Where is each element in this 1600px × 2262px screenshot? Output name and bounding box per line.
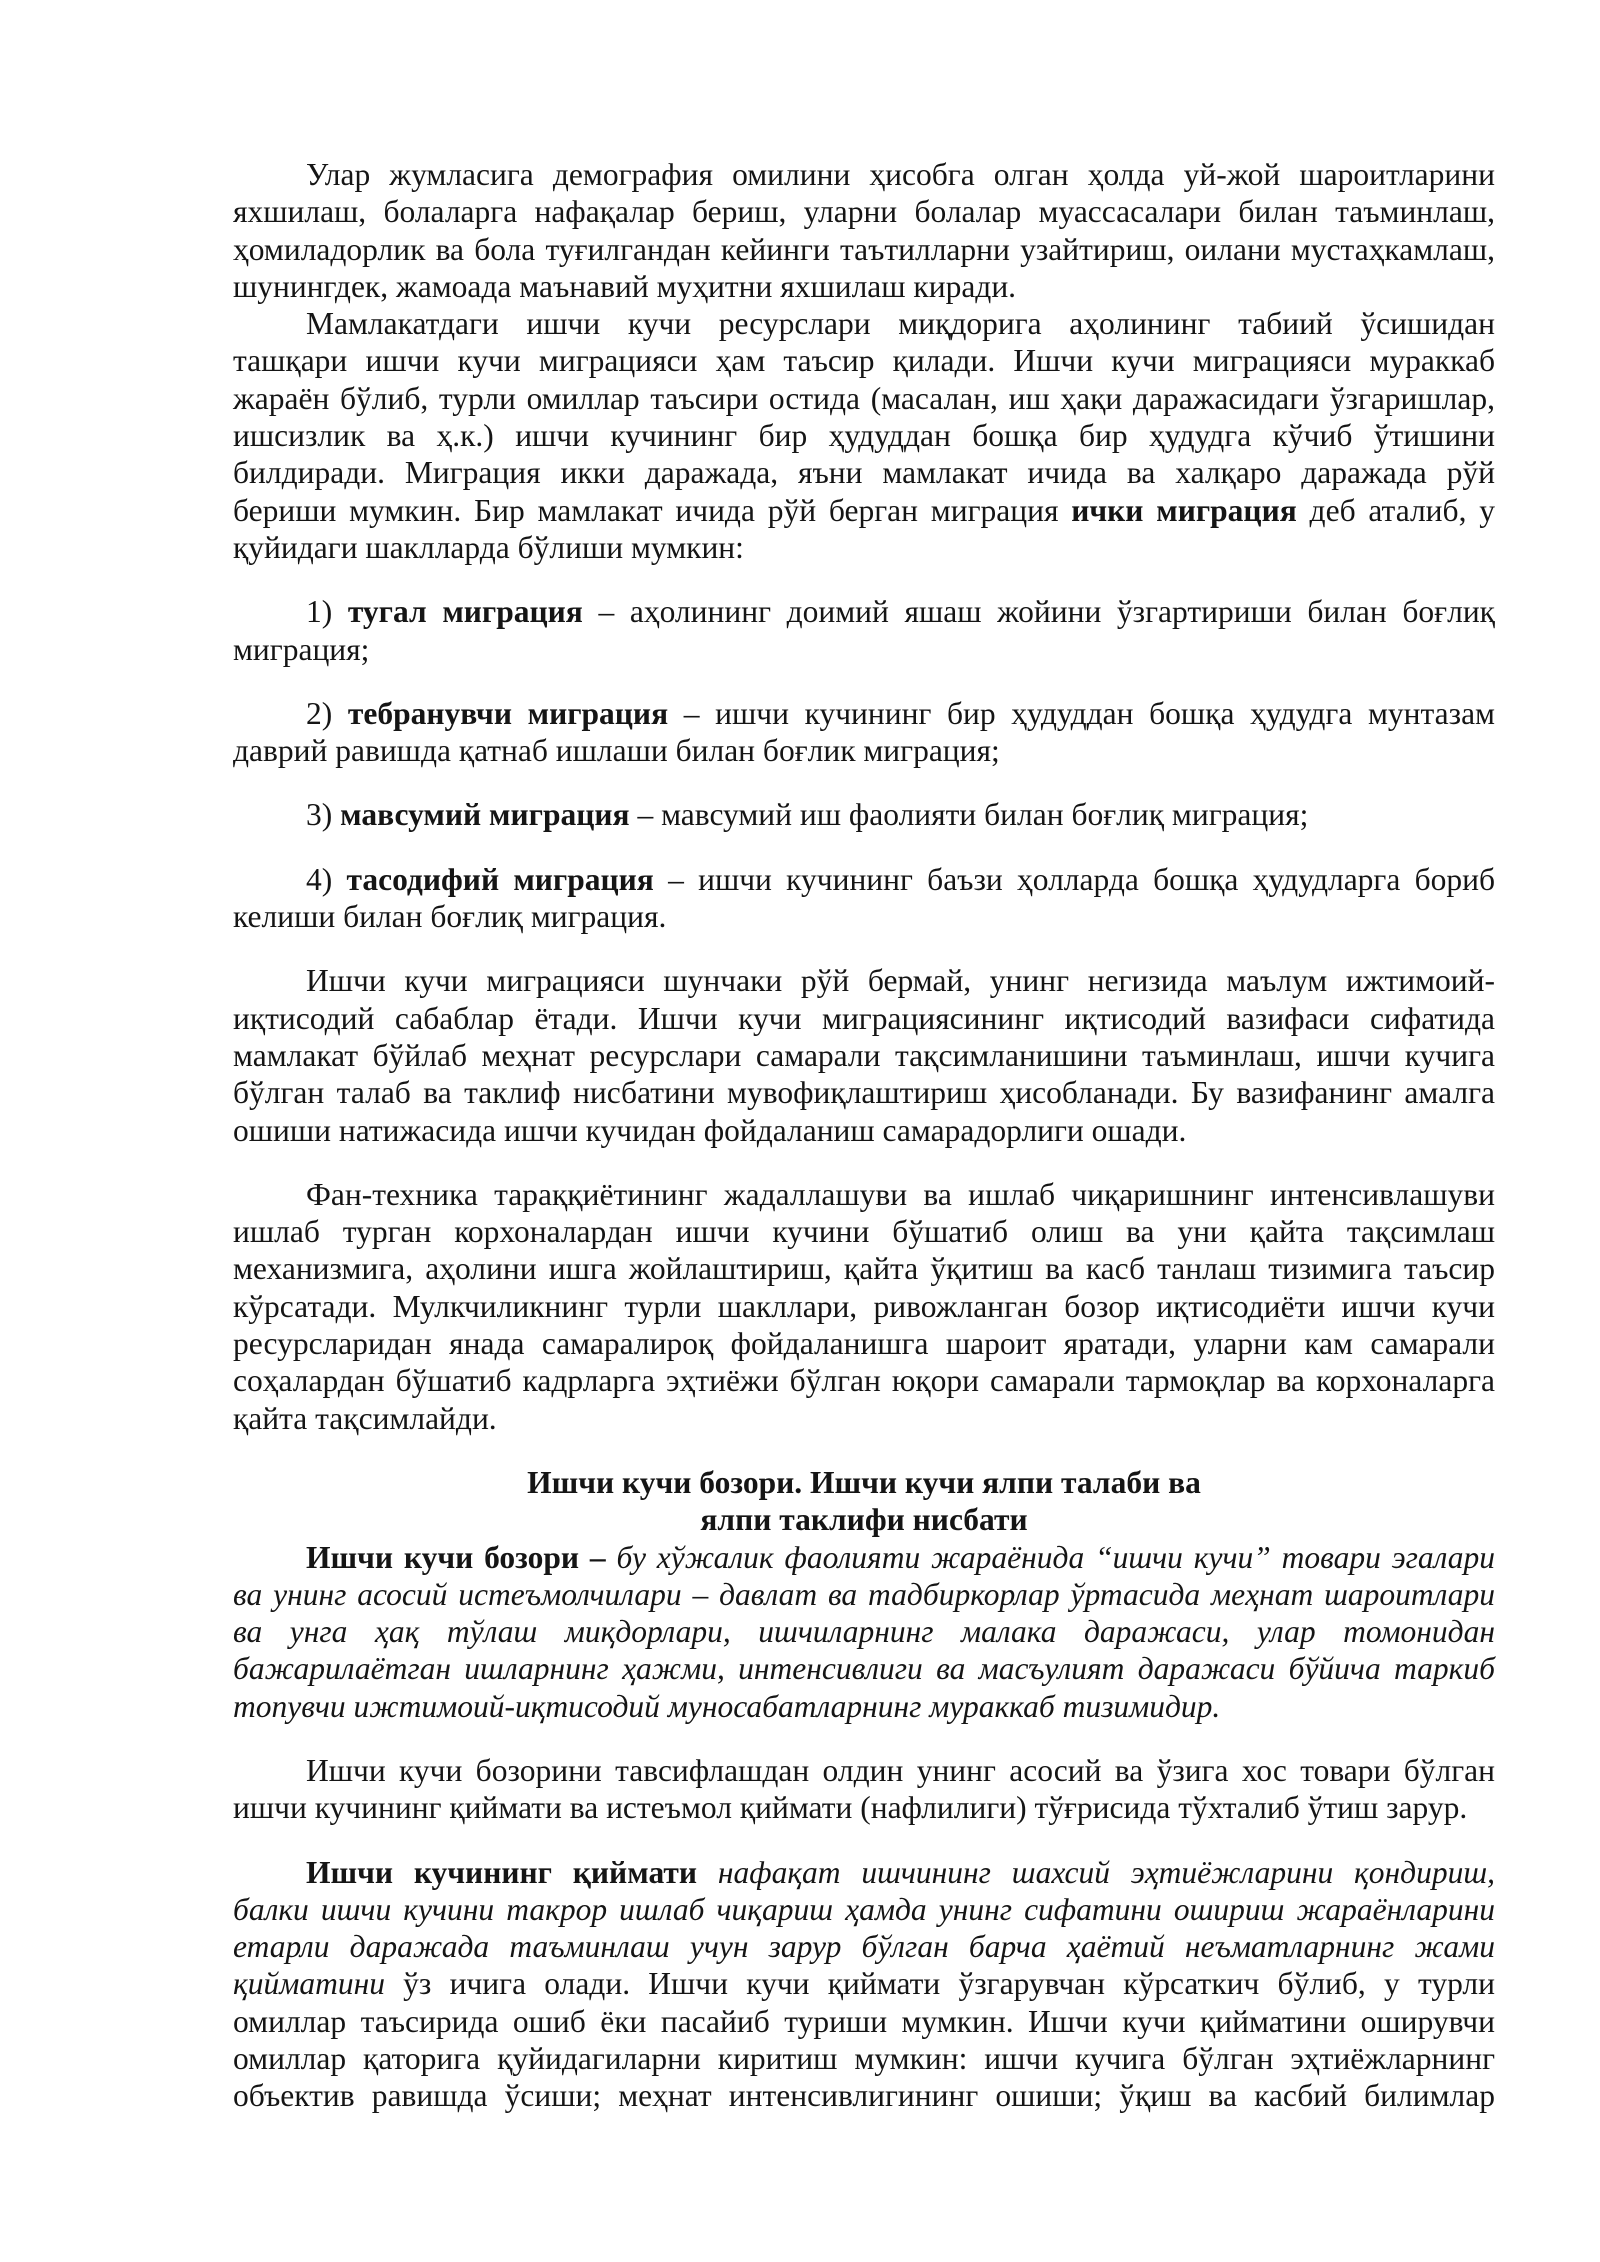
text-line: даврий равишда қатнаб ишлаши билан боғлик миграция; [233, 733, 1000, 769]
migration-causes-paragraph [233, 962, 1495, 1148]
text-line: мамлакат бўйлаб меҳнат ресурслари самарали тақсимланишини таъминлаш, ишчи кучига [233, 1037, 1495, 1073]
text-line: ишчи кучининг қиймати ва истеъмол қиймати (нафлилиги) тўғрисида тўхталиб ўтиш зарур. [233, 1790, 1468, 1826]
labor-migration-paragraph [233, 305, 1495, 566]
text-line: Ишчи кучи миграцияси шунчаки рўй бермай, унинг негизида маълум ижтимоий- [306, 963, 1495, 999]
list-number: 3) [306, 797, 341, 833]
text-segment: – ишчи кучининг бир ҳудуддан бошқа ҳудудга мунтазам [668, 695, 1495, 731]
text-line: объектив равишда ўсиши; меҳнат интенсивлигининг ошиши; ўқиш ва касбий билимлар [233, 2078, 1495, 2114]
text-segment: – мавсумий иш фаолияти билан боғлиқ миграция; [629, 797, 1309, 833]
scientific-progress-paragraph [233, 1176, 1495, 1437]
text-line [233, 695, 1495, 732]
text-segment: – аҳолининг доимий яшаш жойини ўзгартириши билан боғлиқ [582, 594, 1495, 630]
text-line [233, 1854, 1495, 1891]
text-line [233, 1965, 1495, 2002]
text-line: ресурсларидан янада самаралироқ фойдаланишга шароит яратади, уларни кам самарали [233, 1326, 1495, 1362]
bold-term: тугал миграция [347, 594, 583, 630]
list-number: 4) [306, 861, 347, 897]
text-line: балки ишчи кучини такрор ишлаб чиқариш ҳамда унинг сифатини ошириш жараёнларини [233, 1891, 1495, 1927]
bold-term: Ишчи кучининг қиймати [306, 1854, 698, 1890]
text-line: миграция; [233, 631, 370, 667]
text-line: қайта тақсимлайди. [233, 1400, 497, 1436]
text-line: ва унга ҳақ тўлаш миқдорлари, ишчиларнинг малака даражаси, улар томонидан [233, 1614, 1495, 1650]
text-line: Ишчи кучи бозорини тавсифлашдан олдин унинг асосий ва ўзига хос товари бўлган [306, 1752, 1495, 1788]
text-line: бажарилаётган ишларнинг ҳажми, интенсивлиги ва масъулият даражаси бўйича таркиб [233, 1651, 1495, 1687]
list-number: 2) [306, 695, 348, 731]
italic-text: нафақат ишчининг шахсий эҳтиёжларини қондириш, [697, 1854, 1495, 1890]
text-line: Фан-техника тараққиётининг жадаллашуви ва ишлаб чиқаришнинг интенсивлашуви [306, 1176, 1495, 1212]
text-line: ошиши натижасида ишчи кучидан фойдаланиш самарадорлиги ошади. [233, 1112, 1187, 1148]
bold-term: ички миграция [1071, 492, 1297, 528]
text-line: шунингдек, жамоада маънавий муҳитни яхшилаш киради. [233, 268, 1017, 304]
text-line: ва унинг асосий истеъмолчилари – давлат ва тадбиркорлар ўртасида меҳнат шароитлари [233, 1576, 1495, 1612]
labor-market-definition [233, 1539, 1495, 1725]
text-line: Улар жумласига демография омилини ҳисобга олган ҳолда уй-жой шароитларини [306, 157, 1495, 192]
text-line: соҳалардан бўшатиб кадрларга эҳтиёжи бўлган юқори самарали тармоқлар ва корхоналарга [233, 1363, 1495, 1399]
heading-line: ялпи таклифи нисбати [700, 1502, 1028, 1538]
text-line: кўрсатади. Мулкчиликнинг турли шакллари, ривожланган бозор иқтисодиёти ишчи кучи [233, 1288, 1495, 1324]
text-line: билдиради. Миграция икки даражада, яъни мамлакат ичида ва халқаро даражада рўй [233, 455, 1495, 491]
text-segment: – ишчи кучининг баъзи ҳолларда бошқа ҳудудларга бориб [653, 861, 1495, 897]
text-line: ишсизлик ва ҳ.к.) ишчи кучининг бир ҳудуддан бошқа бир ҳудудга кўчиб ўтишини [233, 418, 1495, 454]
text-segment: бериши мумкин. Бир мамлакат ичида рўй берган миграция [233, 492, 1072, 528]
bold-term: Ишчи кучи бозори – [306, 1539, 606, 1575]
text-line [233, 796, 1495, 833]
text-line: омиллар қаторига қуйидагиларни киритиш мумкин: ишчи кучига бўлган эҳтиёжларнинг [233, 2041, 1495, 2077]
text-line: топувчи ижтимоий-иқтисодий муносабатларнинг мураккаб тизимидир. [233, 1688, 1221, 1724]
migration-type-item [233, 861, 1495, 936]
intro-paragraph [233, 156, 1495, 305]
italic-text: қийматини [233, 1966, 385, 2002]
text-line: иқтисодий сабаблар ётади. Ишчи кучи миграциясининг иқтисодий вазифаси сифатида [233, 1000, 1495, 1036]
text-line: механизмига, аҳолини ишга жойлаштириш, қайта ўқитиш ва касб танлаш тизимига таъсир [233, 1251, 1495, 1287]
text-line [233, 593, 1495, 630]
text-line: қуйидаги шаклларда бўлиши мумкин: [233, 529, 744, 565]
migration-type-item [233, 695, 1495, 770]
text-line: келиши билан боғлиқ миграция. [233, 899, 667, 935]
text-line: ҳомиладорлик ва бола туғилгандан кейинги таътилларни узайтириш, оилани мустаҳкамлаш, [233, 231, 1495, 267]
text-line: ташқари ишчи кучи миграцияси ҳам таъсир қилади. Ишчи кучи миграцияси мураккаб [233, 343, 1495, 379]
section-heading [233, 1464, 1495, 1539]
text-line [233, 492, 1495, 529]
heading-line: Ишчи кучи бозори. Ишчи кучи ялпи талаби ва [527, 1464, 1201, 1500]
text-line [233, 861, 1495, 898]
migration-type-item [233, 796, 1495, 833]
text-segment: ўз ичига олади. Ишчи кучи қиймати ўзгарувчан кўрсаткич бўлиб, у турли [384, 1966, 1495, 2002]
bold-term: мавсумий миграция [340, 797, 630, 833]
text-line: жараён бўлиб, турли омиллар таъсири остида (масалан, иш ҳақи даражасидаги ўзгаришлар, [233, 380, 1495, 416]
italic-text: бу хўжалик фаолияти жараёнида “ишчи кучи” товари эгалари [605, 1539, 1496, 1575]
text-line: бўлган талаб ва таклиф нисбатини мувофиқлаштириш ҳисобланади. Бу вазифанинг амалга [233, 1075, 1495, 1111]
list-number: 1) [306, 594, 348, 630]
text-line [233, 1539, 1495, 1576]
bold-term: тасодифий миграция [346, 861, 654, 897]
bold-term: тебранувчи миграция [347, 695, 669, 731]
text-line: ишлаб турган корхоналардан ишчи кучини бўшатиб олиш ва уни қайта тақсимлаш [233, 1214, 1495, 1250]
labor-value-paragraph [233, 1854, 1495, 2115]
labor-value-intro-paragraph [233, 1752, 1495, 1827]
migration-type-item [233, 593, 1495, 668]
text-line: етарли даражада таъминлаш учун зарур бўлган барча ҳаётий неъматларнинг жами [233, 1929, 1495, 1965]
text-line: яхшилаш, болаларга нафақалар бериш, уларни болалар муассасалари билан таъминлаш, [233, 194, 1495, 230]
text-line: Мамлакатдаги ишчи кучи ресурслари миқдорига аҳолининг табиий ўсишидан [306, 306, 1495, 342]
text-line: омиллар таъсирида ошиб ёки пасайиб туриши мумкин. Ишчи кучи қийматини оширувчи [233, 2003, 1495, 2039]
text-segment: деб аталиб, у [1296, 492, 1495, 528]
